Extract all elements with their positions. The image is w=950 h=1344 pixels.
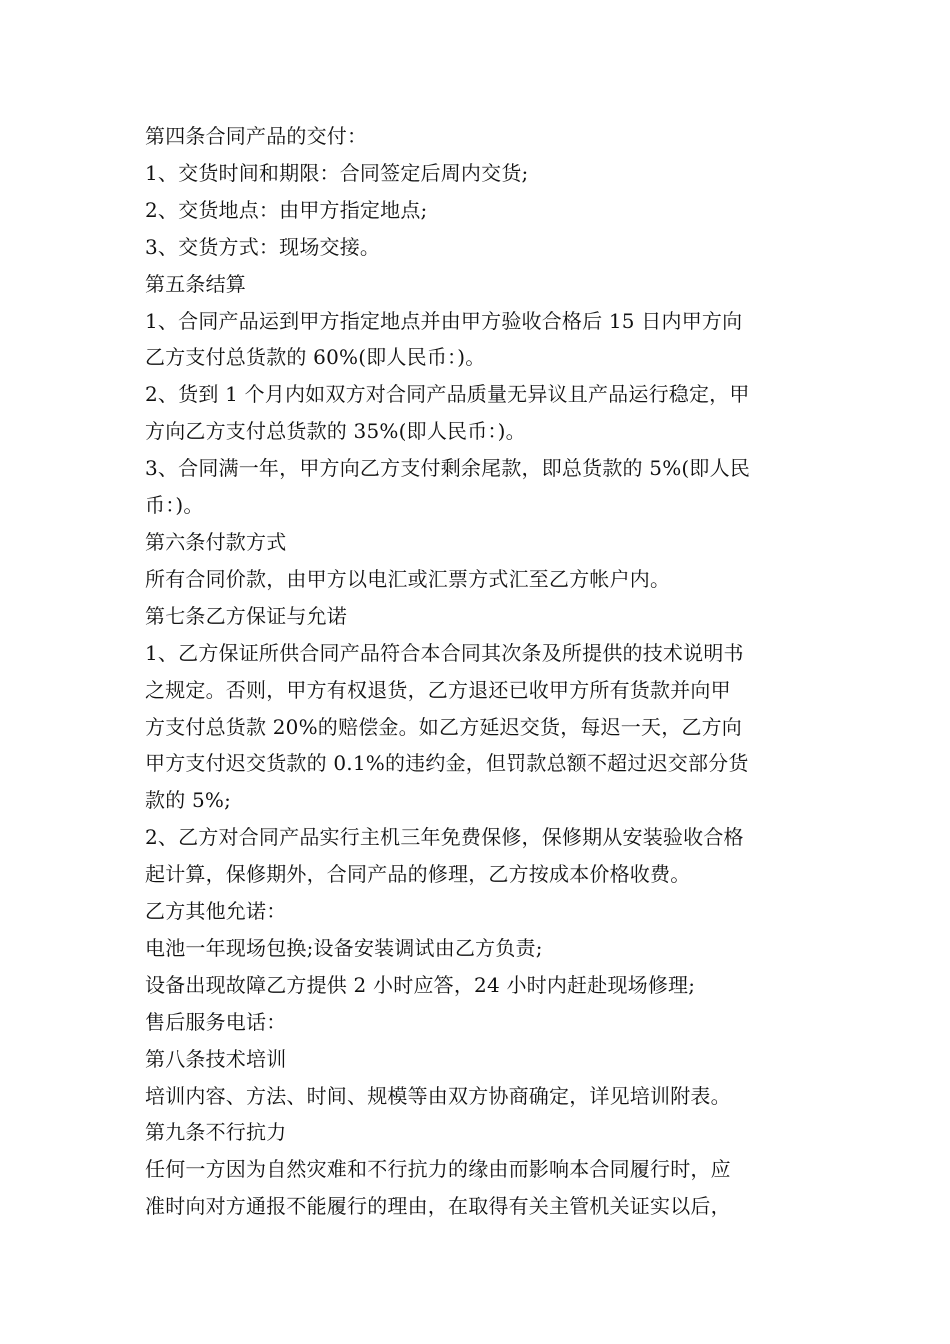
article-7-item-2-line-2: 起计算，保修期外，合同产品的修理，乙方按成本价格收费。 <box>145 862 691 887</box>
article-9-heading: 第九条不行抗力 <box>145 1120 287 1145</box>
article-4-item-2: 2、交货地点：由甲方指定地点; <box>145 197 428 222</box>
article-5-item-2-line-1: 2、货到 1 个月内如双方对合同产品质量无异议且产品运行稳定，甲 <box>145 382 750 407</box>
article-7-item-1-line-4: 甲方支付迟交货款的 0.1%的违约金，但罚款总额不超过迟交部分货 <box>145 751 749 776</box>
article-5-item-1-line-1: 1、合同产品运到甲方指定地点并由甲方验收合格后 15 日内甲方向 <box>145 308 743 333</box>
article-8-text: 培训内容、方法、时间、规模等由双方协商确定，详见培训附表。 <box>145 1083 731 1108</box>
article-7-item-1-line-1: 1、乙方保证所供合同产品符合本合同其次条及所提供的技术说明书 <box>145 640 744 665</box>
article-9-text-line-2: 准时向对方通报不能履行的理由，在取得有关主管机关证实以后， <box>145 1194 731 1219</box>
article-7-item-1-line-2: 之规定。否则，甲方有权退货，乙方退还已收甲方所有货款并向甲 <box>145 677 731 702</box>
article-9-text-line-1: 任何一方因为自然灾难和不行抗力的缘由而影响本合同履行时，应 <box>145 1157 731 1182</box>
article-5-item-3-line-2: 币：)。 <box>145 493 204 518</box>
article-4-heading: 第四条合同产品的交付： <box>145 124 368 148</box>
other-promise-battery: 电池一年现场包换;设备安装调试由乙方负责; <box>145 935 543 960</box>
article-4-item-1: 1、交货时间和期限：合同签定后周内交货; <box>145 160 529 185</box>
article-7-item-1-line-3: 方支付总货款 20%的赔偿金。如乙方延迟交货，每迟一天，乙方向 <box>145 714 743 739</box>
article-6-text: 所有合同价款，由甲方以电汇或汇票方式汇至乙方帐户内。 <box>145 566 671 591</box>
service-phone-line: 售后服务电话： <box>145 1009 287 1034</box>
article-5-item-2-line-2: 方向乙方支付总货款的 35%(即人民币：)。 <box>145 419 526 444</box>
article-5-item-3-line-1: 3、合同满一年，甲方向乙方支付剩余尾款，即总货款的 5%(即人民 <box>145 456 751 481</box>
article-8-heading: 第八条技术培训 <box>145 1046 287 1071</box>
article-5-item-1-line-2: 乙方支付总货款的 60%(即人民币：)。 <box>145 345 486 370</box>
article-7-heading: 第七条乙方保证与允诺 <box>145 603 347 628</box>
other-promise-response: 设备出现故障乙方提供 2 小时应答，24 小时内赶赴现场修理; <box>145 972 696 997</box>
other-promises-heading: 乙方其他允诺： <box>145 899 287 924</box>
document-body <box>145 118 810 1225</box>
article-7-item-2-line-1: 2、乙方对合同产品实行主机三年免费保修，保修期从安装验收合格 <box>145 825 744 850</box>
article-4-item-3: 3、交货方式：现场交接。 <box>145 234 381 259</box>
article-7-item-1-line-5: 款的 5%; <box>145 788 232 813</box>
article-5-heading: 第五条结算 <box>145 271 246 296</box>
article-6-heading: 第六条付款方式 <box>145 529 287 554</box>
